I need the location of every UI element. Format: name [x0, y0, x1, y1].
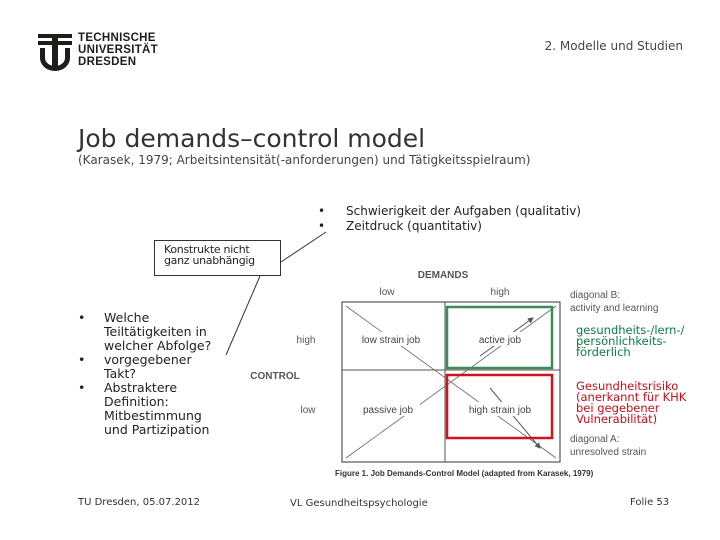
question-line: Mitbestimmung [104, 408, 202, 423]
demands-axis-label: DEMANDS [417, 270, 469, 281]
question-line: Takt? [104, 366, 137, 381]
figure-caption: Figure 1. Job Demands-Control Model (adapted from Karasek, 1979) [335, 469, 594, 478]
note-line: gesundheits-/lern-/ [576, 323, 685, 337]
note-line: Gesundheitsrisiko [576, 379, 679, 393]
cell-active: active job [478, 335, 522, 346]
diagonal-b-label-1: diagonal B: [570, 290, 621, 301]
job-demands-control-figure [240, 258, 690, 488]
section-title: 2. Modelle und Studien [544, 39, 683, 53]
question-line: und Partizipation [104, 422, 210, 437]
control-low-label: low [300, 405, 316, 416]
diagonal-b-label-2: activity and learning [570, 303, 659, 314]
health-promoting-note [576, 325, 684, 358]
question-line: Teiltätigkeiten in [104, 324, 207, 339]
slide-subtitle: (Karasek, 1979; Arbeitsintensität(-anforderungen) und Tätigkeitsspielraum) [78, 153, 531, 167]
control-high-label: high [296, 335, 316, 346]
note-line: förderlich [576, 345, 631, 359]
logo-line-3: DRESDEN [78, 56, 137, 68]
dimension-item: • Schwierigkeit der Aufgaben (qualitativ) [318, 204, 581, 219]
control-axis-label: CONTROL [250, 371, 300, 382]
cell-high-strain: high strain job [468, 405, 532, 416]
callout-line-2: ganz unabhängig [164, 254, 255, 267]
cell-passive: passive job [362, 405, 414, 416]
question-list [78, 311, 238, 437]
diagonal-a-label-1: diagonal A: [570, 434, 620, 445]
question-line: welcher Abfolge? [104, 338, 212, 353]
logo-line-2: UNIVERSITÄT [78, 44, 158, 56]
callout-line-1: Konstrukte nicht [164, 243, 250, 256]
demands-high-label: high [490, 287, 510, 298]
footer-course: VL Gesundheitspsychologie [290, 498, 428, 509]
question-line: • Welche [104, 310, 150, 325]
question-item [78, 311, 238, 353]
note-line: bei gegebener [576, 401, 660, 415]
question-line: Definition: [104, 394, 169, 409]
question-item [78, 381, 238, 437]
diagonal-a-label-2: unresolved strain [570, 447, 647, 458]
cell-low-strain: low strain job [361, 335, 421, 346]
question-item [78, 353, 238, 381]
note-line: persönlichkeits- [576, 334, 667, 348]
footer-date: TU Dresden, 05.07.2012 [78, 497, 201, 508]
question-line: • Abstraktere [104, 380, 178, 395]
dimension-item: • Zeitdruck (quantitativ) [318, 219, 581, 234]
question-line: • vorgegebener [104, 352, 192, 367]
footer-slide-number: Folie 53 [630, 497, 670, 508]
slide-title: Job demands–control model [78, 124, 426, 153]
note-line: (anerkannt für KHK [576, 390, 687, 404]
logo-line-1: TECHNISCHE [78, 32, 156, 44]
health-risk-note [576, 381, 686, 425]
note-line: Vulnerabilität) [576, 412, 658, 426]
demands-low-label: low [379, 287, 395, 298]
